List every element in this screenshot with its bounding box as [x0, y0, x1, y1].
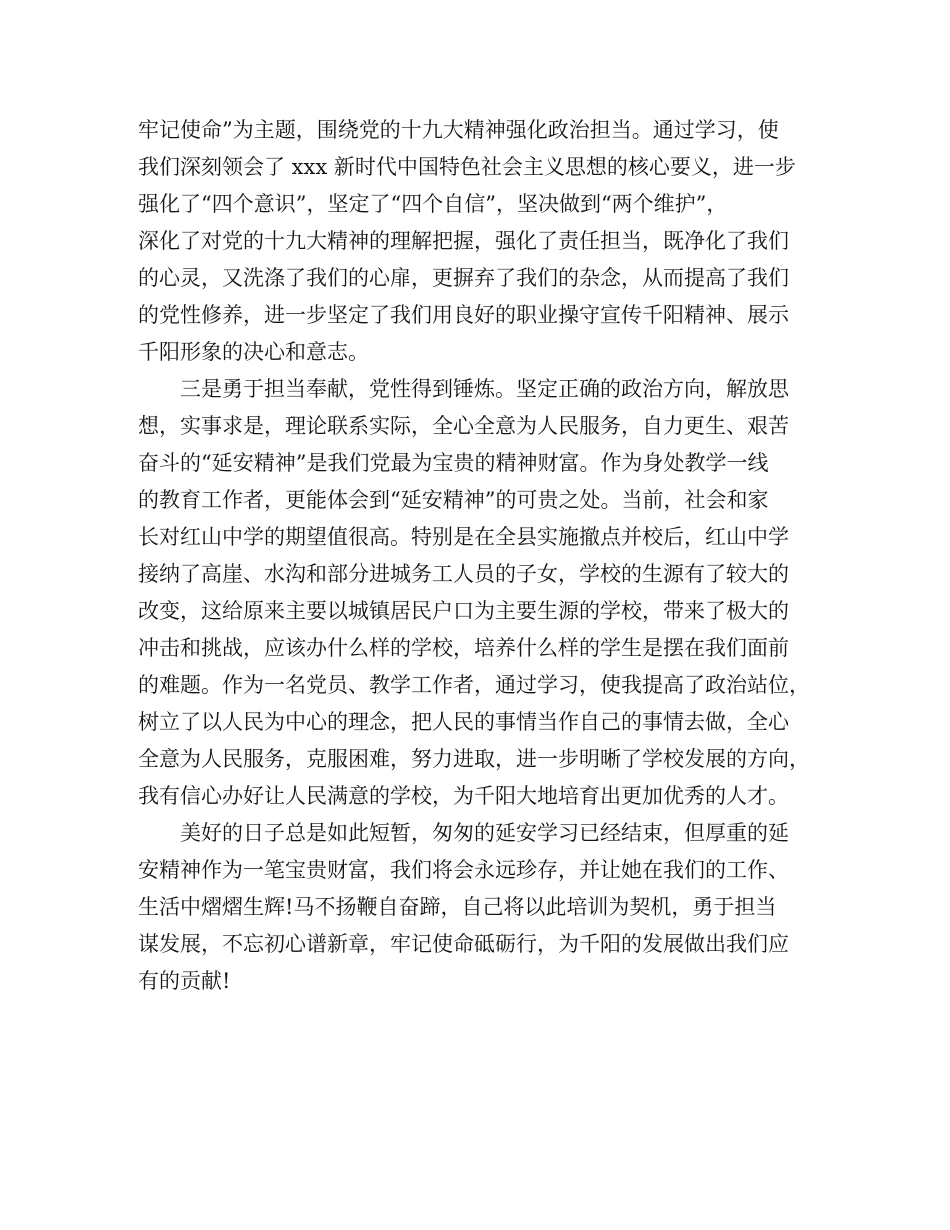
text-line: 生活中熠熠生辉!马不扬鞭自奋蹄，自己将以此培训为契机，勇于担当: [138, 895, 777, 919]
text-line: 的党性修养，进一步坚定了我们用良好的职业操守宣传千阳精神、展示: [138, 303, 789, 327]
text-line: 牢记使命”为主题，围绕党的十九大精神强化政治担当。通过学习，使: [138, 118, 779, 142]
text-line: 的教育工作者，更能体会到“延安精神”的可贵之处。当前，社会和家: [138, 488, 769, 512]
text-line: 的心灵，又洗涤了我们的心扉，更摒弃了我们的杂念，从而提高了我们: [138, 266, 789, 290]
text-line: 强化了“四个意识”，坚定了“四个自信”，坚决做到“两个维护”，: [138, 192, 728, 216]
paragraph-start-line: 三是勇于担当奉献，党性得到锤炼。坚定正确的政治方向，解放思: [180, 377, 789, 401]
text-line: 我们深刻领会了 xxx 新时代中国特色社会主义思想的核心要义，进一步: [138, 155, 796, 179]
text-line: 长对红山中学的期望值很高。特别是在全县实施撤点并校后，红山中学: [138, 525, 789, 549]
text-line: 的难题。作为一名党员、教学工作者，通过学习，使我提高了政治站位，: [138, 673, 810, 697]
text-line: 树立了以人民为中心的理念，把人民的事情当作自己的事情去做，全心: [138, 710, 789, 734]
text-line: 我有信心办好让人民满意的学校，为千阳大地培育出更加优秀的人才。: [138, 784, 789, 808]
text-line: 千阳形象的决心和意志。: [138, 340, 369, 364]
text-line: 奋斗的“延安精神”是我们党最为宝贵的精神财富。作为身处教学一线: [138, 451, 769, 475]
document-body: [138, 112, 828, 1000]
text-line: 冲击和挑战，应该办什么样的学校，培养什么样的学生是摆在我们面前: [138, 636, 789, 660]
text-line: 全意为人民服务，克服困难，努力进取，进一步明晰了学校发展的方向，: [138, 747, 810, 771]
text-line: 想，实事求是，理论联系实际，全心全意为人民服务，自力更生、艰苦: [138, 414, 789, 438]
text-line: 接纳了高崖、水沟和部分进城务工人员的子女，学校的生源有了较大的: [138, 562, 789, 586]
text-line: 安精神作为一笔宝贵财富，我们将会永远珍存，并让她在我们的工作、: [138, 858, 789, 882]
paragraph-start-line: 美好的日子总是如此短暂，匆匆的延安学习已经结束，但厚重的延: [180, 821, 789, 845]
text-line: 改变，这给原来主要以城镇居民户口为主要生源的学校，带来了极大的: [138, 599, 789, 623]
text-line: 有的贡献!: [138, 969, 231, 993]
text-line: 谋发展，不忘初心谱新章，牢记使命砥砺行，为千阳的发展做出我们应: [138, 932, 789, 956]
text-line: 深化了对党的十九大精神的理解把握，强化了责任担当，既净化了我们: [138, 229, 789, 253]
